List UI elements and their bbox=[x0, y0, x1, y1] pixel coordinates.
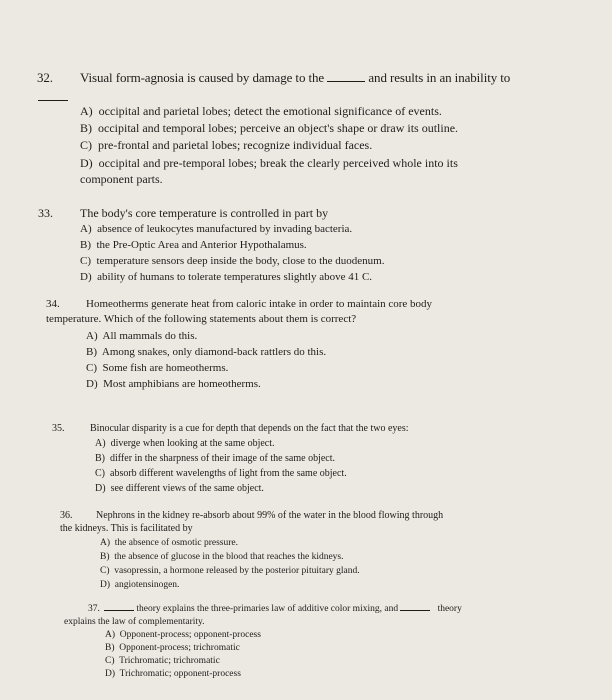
option-a: A) All mammals do this. bbox=[86, 330, 198, 342]
option-c: C) absorb different wavelengths of light from the same object. bbox=[95, 468, 347, 479]
option-d-continued: component parts. bbox=[80, 172, 163, 186]
stem-text: theory explains the three-primaries law of additive color mixing, and bbox=[136, 604, 399, 614]
question-stem-line-2: the kidneys. This is facilitated by bbox=[60, 523, 193, 534]
option-d: D) ability of humans to tolerate temperatures slightly above 41 C. bbox=[80, 271, 373, 283]
option-a: A) the absence of osmotic pressure. bbox=[100, 538, 238, 548]
option-d: D) angiotensinogen. bbox=[100, 580, 180, 590]
question-number: 34. bbox=[46, 298, 60, 310]
answer-blank bbox=[104, 610, 134, 611]
question-stem-line-1: Nephrons in the kidney re-absorb about 99% of the water in the blood flowing through bbox=[96, 510, 444, 521]
question-stem bbox=[80, 70, 510, 86]
stem-text: Visual form-agnosia is caused by damage to the bbox=[80, 70, 325, 85]
option-b: B) the Pre-Optic Area and Anterior Hypothalamus. bbox=[80, 239, 307, 251]
option-c: C) pre-frontal and parietal lobes; recognize individual faces. bbox=[80, 138, 373, 152]
answer-blank bbox=[327, 81, 365, 82]
option-b: B) Among snakes, only diamond-back rattlers do this. bbox=[86, 346, 327, 358]
option-c: C) temperature sensors deep inside the body, close to the duodenum. bbox=[80, 255, 385, 267]
question-number: 35. bbox=[52, 423, 65, 434]
option-d: D) occipital and pre-temporal lobes; break the clearly perceived whole into its bbox=[80, 156, 458, 170]
option-d: D) see different views of the same object. bbox=[95, 483, 264, 494]
question-stem-line-2: temperature. Which of the following statements about them is correct? bbox=[46, 313, 357, 325]
option-a: A) occipital and parietal lobes; detect the emotional significance of events. bbox=[80, 104, 442, 118]
option-d: D) Most amphibians are homeotherms. bbox=[86, 378, 261, 390]
option-b: B) differ in the sharpness of their image of the same object. bbox=[95, 453, 336, 464]
option-c: C) Some fish are homeotherms. bbox=[86, 362, 229, 374]
question-number: 33. bbox=[38, 206, 53, 220]
question-stem: Binocular disparity is a cue for depth that depends on the fact that the two eyes: bbox=[90, 423, 409, 434]
answer-blank bbox=[400, 610, 430, 611]
question-stem-line-2: explains the law of complementarity. bbox=[64, 617, 205, 627]
option-c: C) Trichromatic; trichromatic bbox=[105, 656, 220, 666]
question-stem: The body's core temperature is controlled in part by bbox=[80, 206, 329, 220]
question-stem-line-1: Homeotherms generate heat from caloric intake in order to maintain core body bbox=[86, 298, 433, 310]
answer-blank bbox=[38, 100, 68, 101]
option-b: B) the absence of glucose in the blood that reaches the kidneys. bbox=[100, 552, 344, 562]
question-number: 36. bbox=[60, 510, 73, 521]
option-d: D) Trichromatic; opponent-process bbox=[105, 669, 241, 679]
option-a: A) diverge when looking at the same object. bbox=[95, 438, 275, 449]
option-a: A) absence of leukocytes manufactured by invading bacteria. bbox=[80, 223, 353, 235]
option-b: B) Opponent-process; trichromatic bbox=[105, 643, 240, 653]
stem-text: theory bbox=[437, 604, 462, 614]
option-c: C) vasopressin, a hormone released by the posterior pituitary gland. bbox=[100, 566, 360, 576]
option-a: A) Opponent-process; opponent-process bbox=[105, 630, 261, 640]
stem-text: and results in an inability to bbox=[368, 70, 511, 85]
option-b: B) occipital and temporal lobes; perceive an object's shape or draw its outline. bbox=[80, 121, 459, 135]
question-number: 37. bbox=[88, 604, 100, 614]
question-number: 32. bbox=[37, 70, 53, 85]
question-stem bbox=[104, 604, 462, 614]
